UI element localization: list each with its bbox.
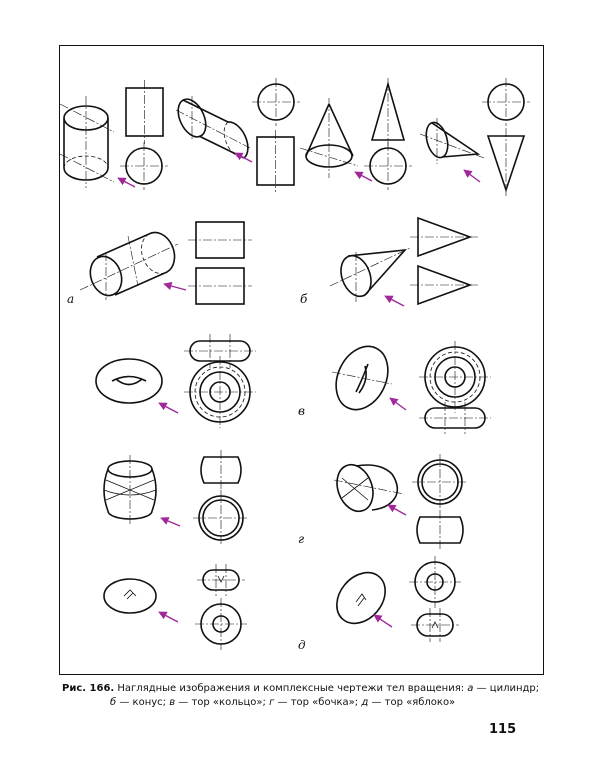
row1-cone-vertical bbox=[300, 98, 372, 181]
torus-ring-views-right bbox=[419, 341, 491, 434]
label-b: б bbox=[300, 292, 308, 306]
page-number: 115 bbox=[489, 722, 517, 737]
caption-d-letter: д bbox=[361, 697, 369, 708]
caption-v-letter: в bbox=[169, 697, 176, 708]
row1-cone-horizontal-views bbox=[482, 78, 530, 196]
row1-cone-horizontal bbox=[420, 118, 484, 182]
caption-a-text: — цилиндр; bbox=[473, 683, 540, 694]
caption-g-text: — тор «бочка»; bbox=[274, 697, 362, 708]
row1-cone-vertical-views bbox=[364, 78, 412, 190]
label-g: г bbox=[298, 532, 305, 546]
label-d: д bbox=[298, 638, 306, 652]
torus-barrel-isometric-left bbox=[104, 455, 180, 526]
cylinder-views bbox=[188, 222, 252, 304]
torus-apple-views-right bbox=[409, 556, 461, 642]
row1-cylinder-horizontal-views bbox=[252, 78, 300, 192]
torus-ring-isometric-left bbox=[96, 359, 178, 413]
row1-cylinder-vertical bbox=[60, 96, 135, 188]
cone-views bbox=[410, 218, 478, 304]
caption-a-letter: а bbox=[467, 683, 474, 694]
cone-isometric bbox=[330, 248, 410, 306]
torus-apple-views-left bbox=[195, 564, 247, 650]
torus-barrel-views-left bbox=[193, 450, 249, 546]
label-a: а bbox=[67, 292, 75, 306]
label-v: в bbox=[298, 404, 305, 418]
figure-caption bbox=[62, 682, 542, 710]
caption-b-text: — конус; bbox=[116, 697, 170, 708]
torus-ring-views-left bbox=[184, 334, 256, 428]
torus-apple-isometric-left bbox=[104, 579, 178, 622]
torus-barrel-isometric-right bbox=[331, 460, 406, 517]
caption-d-text: — тор «яблоко» bbox=[368, 697, 456, 708]
row1-cylinder-vertical-views bbox=[120, 80, 168, 190]
caption-v-text: — тор «кольцо»; bbox=[175, 697, 270, 708]
torus-apple-isometric-right bbox=[327, 563, 395, 633]
caption-b-letter: б bbox=[110, 697, 117, 708]
torus-ring-isometric-right bbox=[326, 338, 406, 418]
caption-text-1: Наглядные изображения и комплексные чертежи тел вращения: bbox=[114, 683, 468, 694]
row1-cylinder-horizontal bbox=[173, 95, 252, 162]
caption-g-letter: г bbox=[269, 697, 275, 708]
caption-fig-number: Рис. 166. bbox=[62, 683, 115, 694]
cylinder-isometric bbox=[80, 232, 186, 300]
torus-barrel-views-right bbox=[412, 454, 468, 550]
